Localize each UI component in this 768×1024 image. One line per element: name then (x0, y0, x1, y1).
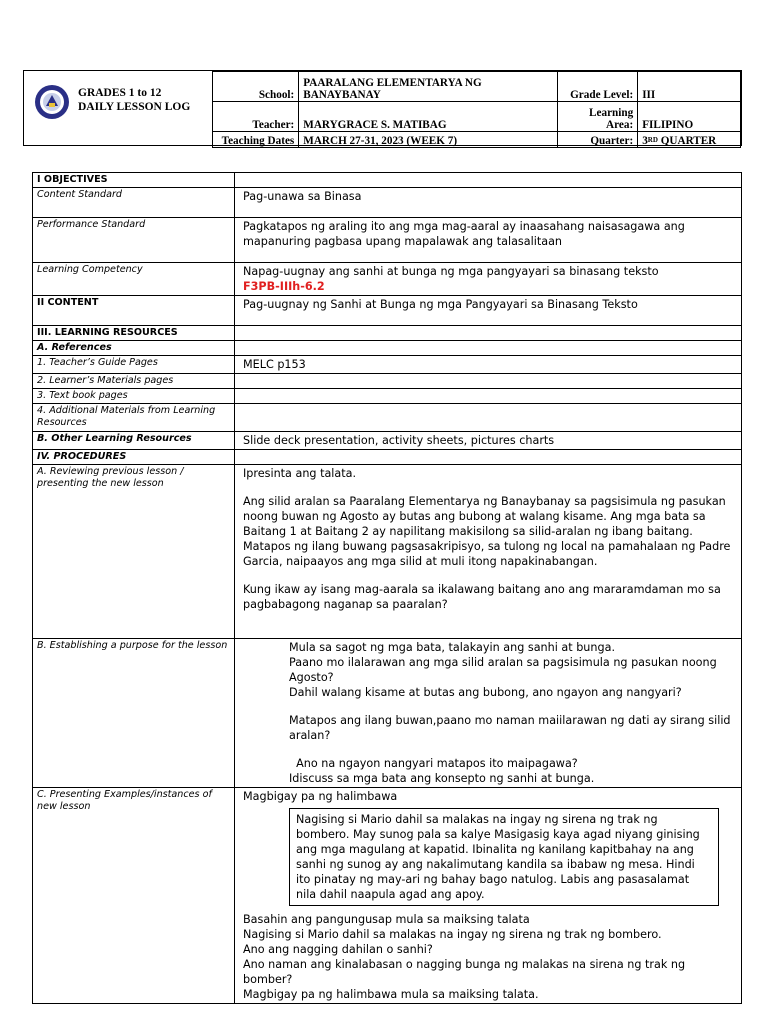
procedures-heading: IV. PROCEDURES (33, 450, 235, 465)
procedure-c-content: Magbigay pa ng halimbawa Nagising si Mario dahil sa malakas na ingay ng sirena ng trak ng bombero. May sunog pala sa kalye Masigasig kaya agad niyang ginising ang mga magulang at kapatid. Ibinalita ng kanilang kapitbahay na ang sanhi ng sunog ay ang nakalimutang kandila sa ibabaw ng mesa. Hindi ito pinatay ng may-ari ng bahay bago natulog. Labis ang pasasalamat nila dahil naapula agad ang apoy. Basahin ang pangungusap mula sa maiksing talata Nagising si Mario dahil sa malakas na ingay ng sirena ng trak ng bombero. Ano ang nagging dahilan o sanhi? Ano naman ang kinalabasan o nagging bunga ng malakas na sirena ng trak ng bomber? Magbigay pa ng halimbawa mula sa maiksing talata. (235, 788, 742, 1004)
grade-level-label: Grade Level: (558, 72, 638, 102)
learning-resources-heading: III. LEARNING RESOURCES (33, 326, 235, 341)
other-resources-label: B. Other Learning Resources (33, 432, 235, 450)
learning-area-label: Learning Area: (558, 102, 638, 132)
textbook-pages-label: 3. Text book pages (33, 389, 235, 404)
grade-level-value: III (638, 72, 741, 102)
table-row (33, 218, 742, 263)
table-row (33, 465, 742, 639)
performance-standard-value: Pagkatapos ng araling ito ang mga mag-aaral ay inaasahang naisasagawa ang mapanuring pagbasa upang mapalawak ang talasalitaan (235, 218, 742, 263)
teacher-label: Teacher: (213, 102, 299, 132)
objectives-heading: I OBJECTIVES (33, 173, 235, 188)
teachers-guide-value: MELC p153 (235, 356, 742, 374)
table-row (33, 639, 742, 788)
content-heading: II CONTENT (33, 296, 235, 326)
brand-title: GRADES 1 to 12 DAILY LESSON LOG (78, 87, 191, 113)
content-value: Pag-uugnay ng Sanhi at Bunga ng mga Pangyayari sa Binasang Teksto (235, 296, 742, 326)
procedure-a-label: A. Reviewing previous lesson / presenting the new lesson (33, 465, 235, 639)
table-row (33, 173, 742, 188)
references-heading: A. References (33, 341, 235, 356)
lesson-log-table (32, 172, 742, 1004)
teaching-dates-value: MARCH 27-31, 2023 (WEEK 7) (299, 132, 558, 148)
content-standard-label: Content Standard (33, 188, 235, 218)
procedure-b-label: B. Establishing a purpose for the lesson (33, 639, 235, 788)
school-value: PAARALANG ELEMENTARYA NG BANAYBANAY (299, 72, 558, 102)
teachers-guide-label: 1. Teacher’s Guide Pages (33, 356, 235, 374)
competency-code: F3PB-IIIh-6.2 (243, 280, 325, 293)
table-row (33, 389, 742, 404)
content-standard-value: Pag-unawa sa Binasa (235, 188, 742, 218)
quarter-value: 3RD QUARTER (638, 132, 741, 148)
table-row (33, 432, 742, 450)
teaching-dates-label: Teaching Dates (213, 132, 299, 148)
learning-competency-value: Napag-uugnay ang sanhi at bunga ng mga pangyayari sa binasang teksto F3PB-IIIh-6.2 (235, 263, 742, 296)
table-row (33, 326, 742, 341)
table-row (33, 404, 742, 432)
table-row (33, 356, 742, 374)
procedure-c-label: C. Presenting Examples/instances of new lesson (33, 788, 235, 1004)
deped-seal-icon (34, 84, 70, 120)
table-row (33, 788, 742, 1004)
additional-materials-label: 4. Additional Materials from Learning Resources (33, 404, 235, 432)
procedure-b-content: Mula sa sagot ng mga bata, talakayin ang sanhi at bunga. Paano mo ilalarawan ang mga silid aralan sa pagsisimula ng pasukan noong Agosto? Dahil walang kisame at butas ang bubong, ano ngayon ang nangyari? Matapos ang ilang buwan,paano mo naman maiilarawan ng dati ay sirang silid aralan? Ano na ngayon nangyari matapos ito maipagawa? Idiscuss sa mga bata ang konsepto ng sanhi at bunga. (235, 639, 742, 788)
learners-materials-label: 2. Learner’s Materials pages (33, 374, 235, 389)
teacher-value: MARYGRACE S. MATIBAG (299, 102, 558, 132)
quarter-label: Quarter: (558, 132, 638, 148)
table-row (33, 341, 742, 356)
procedure-a-content: Ipresinta ang talata. Ang silid aralan sa Paaralang Elementarya ng Banaybanay sa pagsisimula ng pasukan noong buwan ng Agosto ay butas ang bubong at walang kisame. Ang mga bata sa Baitang 1 at Baitang 2 ay napilitang makisilong sa silid-aralan ng ibang baitang. Matapos ng ilang buwang pagsasakripisyo, sa tulong ng local na pamahalaan ng Padre Garcia, naipaayos ang mga silid at muli itong napakinabangan. Kung ikaw ay isang mag-aarala sa ikalawang baitang ano ang mararamdaman mo sa pagbabagong naganap sa paaralan? (235, 465, 742, 639)
table-row (33, 263, 742, 296)
school-label: School: (213, 72, 299, 102)
learning-competency-label: Learning Competency (33, 263, 235, 296)
other-resources-value: Slide deck presentation, activity sheets, pictures charts (235, 432, 742, 450)
table-row (33, 374, 742, 389)
table-row (33, 450, 742, 465)
lesson-log-header (23, 70, 742, 146)
example-paragraph-box: Nagising si Mario dahil sa malakas na ingay ng sirena ng trak ng bombero. May sunog pala sa kalye Masigasig kaya agad niyang ginising ang mga magulang at kapatid. Ibinalita ng kanilang kapitbahay na ang sanhi ng sunog ay ang nakalimutang kandila sa ibabaw ng mesa. Hindi ito pinatay ng may-ari ng bahay bago natulog. Labis ang pasasalamat nila dahil naapula agad ang apoy. (289, 808, 719, 906)
learning-area-value: FILIPINO (638, 102, 741, 132)
table-row (33, 188, 742, 218)
performance-standard-label: Performance Standard (33, 218, 235, 263)
table-row (33, 296, 742, 326)
